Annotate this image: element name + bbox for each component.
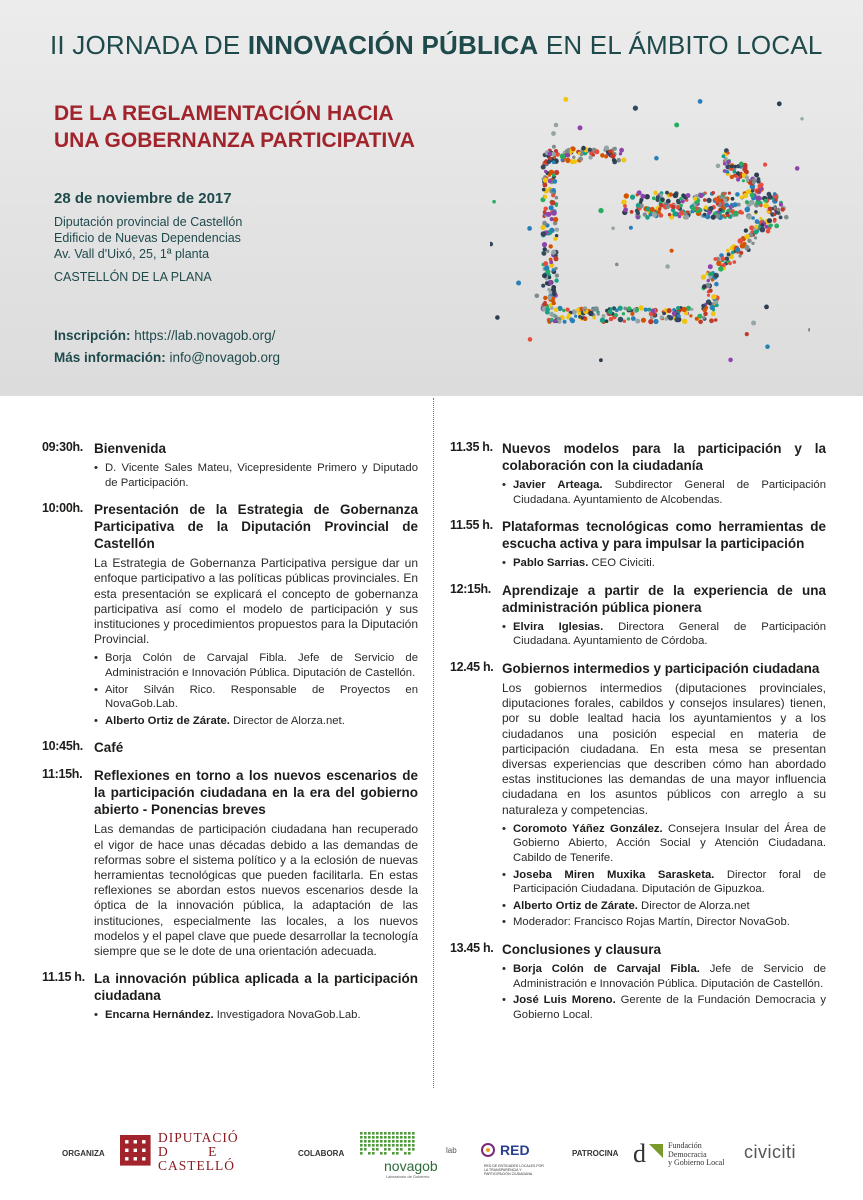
speaker-role: Director de Alorza.net [637,899,750,912]
session-description: Los gobiernos intermedios (diputaciones provinciales, diputaciones forales, cabildos y consejos insulares) tienen, por su doble lealtad hacia los ayuntamientos y a los ciudadanos una posición especial en materia de participación ciudadana. En esta mesa se presentan diversas experiencias que describen cómo han abordado estas instituciones las demandas de una mayor influencia ciudadana en los asuntos públicos con arreglo a su naturaleza y competencias. [502,680,826,817]
program-session [42,440,418,490]
hero-banner [0,0,863,396]
speaker-role: Consejera Insular del Área de Gobierno Abierto, Acción Social y Atención Ciudadana. Cabildo de Tenerife. [513,822,826,864]
program-session [450,660,826,930]
speaker-item [502,620,826,649]
speaker-item [502,556,826,571]
speaker-role: CEO Civiciti. [588,557,655,570]
session-title: Gobiernos intermedios y participación ciudadana [502,660,820,676]
speaker-role: Aitor Silván Rico. Responsable de Proyectos en NovaGob.Lab. [105,683,418,711]
speaker-name: José Luis Moreno. [513,994,616,1007]
session-title: Bienvenida [94,441,167,456]
session-time: 11.15 h. [42,970,85,985]
session-time: 13.45 h. [450,940,494,955]
speaker-name: Borja Colón de Carvajal Fibla. [513,962,700,975]
speaker-item [502,868,826,897]
novagob-subtitle: Laboratorio de Gobierno [386,1174,430,1179]
session-time: 12:15h. [450,581,491,596]
speaker-role: Investigadora NovaGob.Lab. [213,1009,361,1022]
speaker-role: Borja Colón de Carvajal Fibla. Jefe de Servicio de Administración e Innovación Pública. Diputación de Castellón. [105,652,418,679]
speaker-role: Jefe de Servicio de Administración e Innovación Pública. Diputación de Castellón. [513,962,827,990]
speaker-role: Directora General de Participación Ciudadana. Ayuntamiento de Córdoba. [513,620,826,648]
session-time: 11.55 h. [450,518,493,533]
novagob-dots-icon [360,1132,420,1160]
speaker-item [502,478,826,507]
session-time: 11.35 h. [450,440,493,454]
session-title: Plataformas tecnológicas como herramientas de escucha activa y para impulsar la participación [502,519,826,552]
svg-text:d: d [633,1139,646,1166]
program-session [450,440,826,507]
diputacio-crest-icon [120,1134,154,1170]
speaker-name: Encarna Hernández. [105,1009,214,1022]
registration-line[interactable]: Inscripción: https://lab.novagob.org/ [54,328,276,343]
speaker-item [94,714,418,729]
speaker-name: Alberto Ortiz de Zárate. [105,714,230,727]
speaker-item [94,1008,418,1023]
speaker-list [502,556,826,571]
speaker-item [502,993,826,1022]
program-column-right [450,440,826,1033]
program-session [42,767,418,959]
speaker-name: Alberto Ortiz de Zárate. [513,899,638,912]
session-title: Café [94,740,124,756]
organiza-label: ORGANIZA [62,1149,105,1158]
diputacio-logo-text: DIPUTACIÓ D E CASTELLÓ [158,1130,239,1173]
speaker-list [94,461,418,490]
session-description: Las demandas de participación ciudadana han recuperado el vigor de hace unas décadas debido a las demandas de reformas sobre el sistema político y a la eclosión de nuevas herramientas tecnológicas que pueden facilitarla. En estas reflexiones se abordan estos nuevos escenarios desde la óptica de la innovación pública, la adaptación de las instituciones, especialmente las locales, a los nuevos modelos y el papel clave que puede desarrollar la tecnología siempre que se le dote de una orientación adecuada. [94,822,418,958]
patrocina-label: PATROCINA [572,1149,619,1158]
session-description: La Estrategia de Gobernanza Participativa persigue dar un enfoque participativo a las políticas públicas provinciales. En esta presentación se explicará el concepto de gobernanza participativa así como el modelo de participación y sus instituciones y procedimientos propuestos para la Diputación Provincial. [94,556,418,647]
session-time: 12.45 h. [450,659,494,674]
speaker-item [94,461,418,490]
event-title: II JORNADA DE INNOVACIÓN PÚBLICA EN EL ÁMBITO LOCAL [50,30,823,60]
program-session [42,739,418,756]
speaker-list [94,651,418,728]
speaker-list [502,478,826,507]
speaker-list [94,1008,418,1023]
session-title: Aprendizaje a partir de la experiencia de una administración pública pionera [502,582,826,615]
speaker-list [502,620,826,649]
speaker-name: Coromoto Yáñez González. [513,822,663,835]
civiciti-logo-text: civiciti [744,1142,796,1162]
speaker-name: Javier Arteaga. [513,479,603,491]
contact-info [54,325,280,369]
speaker-role: Director de Alorza.net. [229,714,345,727]
novagob-lab-text: lab [446,1146,457,1155]
speaker-role: D. Vicente Sales Mateu, Vicepresidente Primero y Diputado de Participación. [105,462,418,489]
speaker-list [502,962,826,1022]
fundacion-logo-text: Fundación Democracia y Gobierno Local [668,1141,725,1167]
speaker-list [502,822,826,930]
venue-address: Diputación provincial de Castellón Edificio de Nuevas Dependencias Av. Vall d'Uixó, 25, 1ª planta [54,215,243,261]
column-divider [433,398,434,1088]
crowd-arrow-illustration [490,95,810,375]
session-time: 09:30h. [42,440,83,454]
speaker-name: Pablo Sarrias. [513,557,589,570]
fundacion-logo-icon [633,1138,667,1166]
red-logo-subtitle: RED DE ENTIDADES LOCALES POR LA TRANSPARENCIA Y PARTICIPACIÓN CIUDADANA [484,1164,544,1176]
session-title: Conclusiones y clausura [502,941,662,957]
novagob-logo-text: novagob [384,1158,438,1174]
speaker-item [502,962,826,991]
info-line[interactable]: Más información: info@novagob.org [54,350,281,365]
venue-city: CASTELLÓN DE LA PLANA [54,270,212,284]
event-date: 28 de noviembre de 2017 [54,190,232,207]
speaker-item [502,915,826,930]
session-title: Nuevos modelos para la participación y la colaboración con la ciudadanía [502,441,826,473]
speaker-item [94,683,418,712]
speaker-item [94,651,418,680]
session-time: 11:15h. [42,767,83,782]
session-title: Presentación de la Estrategia de Gobernanza Participativa de la Diputación Provincial de Castellón [94,502,418,552]
program-session [42,970,418,1023]
program-session [450,582,826,649]
speaker-role: Moderador: Francisco Rojas Martín, Director NovaGob. [513,916,790,929]
speaker-name: Elvira Iglesias. [513,620,604,633]
speaker-name: Joseba Miren Muxika Sarasketa. [513,868,715,881]
speaker-role: Gerente de la Fundación Democracia y Gobierno Local. [513,994,826,1021]
session-time: 10:45h. [42,739,83,754]
program-column-left [42,440,418,1034]
session-title: Reflexiones en torno a los nuevos escenarios de la participación ciudadana en la era del gobierno abierto - Ponencias breves [94,768,418,818]
speaker-item [502,822,826,866]
session-time: 10:00h. [42,501,83,516]
session-title: La innovación pública aplicada a la participación ciudadana [94,971,418,1004]
event-subtitle: DE LA REGLAMENTACIÓN HACIA UNA GOBERNANZA PARTICIPATIVA [54,102,415,152]
colabora-label: COLABORA [298,1149,345,1158]
speaker-role: Director foral de Participación Ciudadana. Diputación de Gipuzkoa. [513,868,826,896]
program-session [450,518,826,571]
speaker-role: Subdirector General de Participación Ciudadana. Ayuntamiento de Alcobendas. [513,479,826,506]
program-session [42,501,418,728]
red-logo-text: RED [500,1142,530,1158]
program-session [450,941,826,1022]
speaker-item [502,899,826,914]
